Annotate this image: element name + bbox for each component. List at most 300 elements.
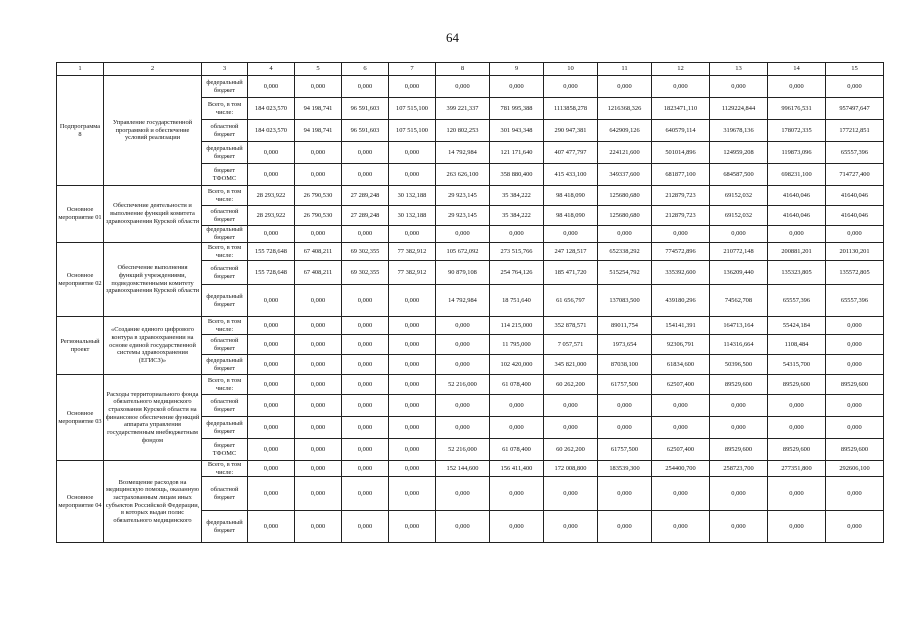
value-cell: 89529,600 [710, 375, 768, 395]
value-cell: 0,000 [248, 439, 295, 461]
column-header: 7 [389, 63, 436, 76]
value-cell: 399 221,337 [436, 98, 490, 120]
name-cell: Обеспечение выполнения функций учреждениями, подведомственными комитету здравоохранения Курской области [104, 243, 202, 317]
source-cell: федеральный бюджет [202, 417, 248, 439]
name-cell: Обеспечение деятельности и выполнение функций комитета здравоохранения Курской области [104, 186, 202, 243]
value-cell: 7 057,571 [544, 335, 598, 355]
value-cell: 0,000 [544, 395, 598, 417]
column-header: 5 [295, 63, 342, 76]
value-cell: 185 471,720 [544, 261, 598, 285]
value-cell: 0,000 [342, 335, 389, 355]
value-cell: 0,000 [826, 226, 884, 243]
value-cell: 515254,792 [598, 261, 652, 285]
value-cell: 0,000 [248, 226, 295, 243]
value-cell: 0,000 [768, 226, 826, 243]
value-cell: 89011,754 [598, 317, 652, 335]
value-cell: 125680,680 [598, 206, 652, 226]
source-cell: федеральный бюджет [202, 511, 248, 543]
value-cell: 1823471,110 [652, 98, 710, 120]
value-cell: 0,000 [652, 76, 710, 98]
value-cell: 0,000 [295, 461, 342, 477]
value-cell: 27 289,248 [342, 206, 389, 226]
value-cell: 29 923,145 [436, 206, 490, 226]
value-cell: 212879,723 [652, 206, 710, 226]
value-cell: 0,000 [248, 417, 295, 439]
name-cell: Управление государственной программой и обеспечение условий реализации [104, 76, 202, 186]
value-cell: 254400,700 [652, 461, 710, 477]
value-cell: 714727,400 [826, 164, 884, 186]
source-cell: Всего, в том числе: [202, 98, 248, 120]
source-cell: федеральный бюджет [202, 285, 248, 317]
program-cell: Основное мероприятие 02 [57, 243, 104, 317]
value-cell: 0,000 [544, 226, 598, 243]
value-cell: 0,000 [710, 226, 768, 243]
value-cell: 0,000 [768, 395, 826, 417]
value-cell: 0,000 [295, 375, 342, 395]
value-cell: 345 821,000 [544, 355, 598, 375]
value-cell: 335392,600 [652, 261, 710, 285]
value-cell: 0,000 [295, 164, 342, 186]
value-cell: 67 408,211 [295, 261, 342, 285]
value-cell: 94 198,741 [295, 98, 342, 120]
value-cell: 224121,600 [598, 142, 652, 164]
column-header: 13 [710, 63, 768, 76]
value-cell: 0,000 [389, 461, 436, 477]
value-cell: 263 626,100 [436, 164, 490, 186]
value-cell: 290 947,381 [544, 120, 598, 142]
value-cell: 183539,300 [598, 461, 652, 477]
source-cell: Всего, в том числе: [202, 317, 248, 335]
source-cell: Всего, в том числе: [202, 461, 248, 477]
column-header: 10 [544, 63, 598, 76]
value-cell: 0,000 [544, 511, 598, 543]
source-cell: областной бюджет [202, 120, 248, 142]
value-cell: 210772,148 [710, 243, 768, 261]
program-cell: Региональный проект [57, 317, 104, 375]
value-cell: 77 382,912 [389, 261, 436, 285]
budget-table [56, 62, 884, 543]
value-cell: 0,000 [490, 76, 544, 98]
value-cell: 50396,500 [710, 355, 768, 375]
value-cell: 0,000 [342, 395, 389, 417]
value-cell: 0,000 [248, 511, 295, 543]
value-cell: 0,000 [826, 355, 884, 375]
value-cell: 28 293,922 [248, 186, 295, 206]
value-cell: 61757,500 [598, 375, 652, 395]
value-cell: 0,000 [598, 477, 652, 511]
value-cell: 0,000 [436, 317, 490, 335]
source-cell: Всего, в том числе: [202, 375, 248, 395]
value-cell: 301 943,348 [490, 120, 544, 142]
source-cell: бюджет ТФОМС [202, 164, 248, 186]
value-cell: 957497,647 [826, 98, 884, 120]
value-cell: 1113858,278 [544, 98, 598, 120]
value-cell: 27 289,248 [342, 186, 389, 206]
value-cell: 0,000 [436, 395, 490, 417]
value-cell: 407 477,797 [544, 142, 598, 164]
value-cell: 184 023,570 [248, 120, 295, 142]
value-cell: 105 672,092 [436, 243, 490, 261]
value-cell: 107 515,100 [389, 98, 436, 120]
value-cell: 0,000 [652, 226, 710, 243]
value-cell: 0,000 [295, 355, 342, 375]
value-cell: 0,000 [436, 76, 490, 98]
value-cell: 0,000 [826, 317, 884, 335]
value-cell: 0,000 [826, 76, 884, 98]
value-cell: 77 382,912 [389, 243, 436, 261]
value-cell: 0,000 [389, 164, 436, 186]
value-cell: 137083,500 [598, 285, 652, 317]
column-header: 15 [826, 63, 884, 76]
value-cell: 0,000 [295, 76, 342, 98]
value-cell: 0,000 [342, 375, 389, 395]
value-cell: 0,000 [826, 477, 884, 511]
column-header: 1 [57, 63, 104, 76]
value-cell: 94 198,741 [295, 120, 342, 142]
source-cell: бюджет ТФОМС [202, 439, 248, 461]
value-cell: 41640,046 [768, 206, 826, 226]
value-cell: 0,000 [544, 76, 598, 98]
value-cell: 0,000 [598, 226, 652, 243]
column-header: 12 [652, 63, 710, 76]
value-cell: 0,000 [710, 76, 768, 98]
value-cell: 0,000 [342, 285, 389, 317]
value-cell: 0,000 [436, 226, 490, 243]
value-cell: 120 802,253 [436, 120, 490, 142]
column-header: 14 [768, 63, 826, 76]
value-cell: 184 023,570 [248, 98, 295, 120]
column-header: 6 [342, 63, 389, 76]
program-cell: Основное мероприятие 01 [57, 186, 104, 243]
value-cell: 0,000 [295, 317, 342, 335]
value-cell: 54315,700 [768, 355, 826, 375]
value-cell: 65557,396 [768, 285, 826, 317]
value-cell: 89529,600 [826, 375, 884, 395]
source-cell: Всего, в том числе: [202, 186, 248, 206]
value-cell: 114316,664 [710, 335, 768, 355]
value-cell: 0,000 [295, 335, 342, 355]
value-cell: 0,000 [248, 395, 295, 417]
value-cell: 0,000 [436, 417, 490, 439]
value-cell: 0,000 [295, 142, 342, 164]
value-cell: 0,000 [389, 417, 436, 439]
value-cell: 26 790,530 [295, 186, 342, 206]
value-cell: 0,000 [710, 417, 768, 439]
value-cell: 0,000 [342, 317, 389, 335]
value-cell: 652338,292 [598, 243, 652, 261]
value-cell: 90 879,108 [436, 261, 490, 285]
value-cell: 30 132,188 [389, 186, 436, 206]
value-cell: 0,000 [598, 511, 652, 543]
value-cell: 0,000 [389, 511, 436, 543]
value-cell: 640579,114 [652, 120, 710, 142]
value-cell: 0,000 [342, 164, 389, 186]
value-cell: 0,000 [342, 477, 389, 511]
value-cell: 26 790,530 [295, 206, 342, 226]
value-cell: 0,000 [436, 355, 490, 375]
value-cell: 0,000 [436, 335, 490, 355]
value-cell: 178072,335 [768, 120, 826, 142]
value-cell: 0,000 [248, 335, 295, 355]
value-cell: 254 764,126 [490, 261, 544, 285]
value-cell: 98 418,090 [544, 206, 598, 226]
value-cell: 11 795,000 [490, 335, 544, 355]
value-cell: 177212,851 [826, 120, 884, 142]
value-cell: 135323,805 [768, 261, 826, 285]
value-cell: 69152,032 [710, 186, 768, 206]
value-cell: 96 591,603 [342, 120, 389, 142]
value-cell: 0,000 [389, 142, 436, 164]
value-cell: 0,000 [389, 317, 436, 335]
value-cell: 0,000 [295, 439, 342, 461]
value-cell: 172 008,800 [544, 461, 598, 477]
value-cell: 102 420,000 [490, 355, 544, 375]
value-cell: 0,000 [490, 395, 544, 417]
value-cell: 0,000 [652, 417, 710, 439]
value-cell: 352 878,571 [544, 317, 598, 335]
value-cell: 349337,600 [598, 164, 652, 186]
source-cell: областной бюджет [202, 477, 248, 511]
value-cell: 501014,896 [652, 142, 710, 164]
value-cell: 60 262,200 [544, 439, 598, 461]
value-cell: 155 728,648 [248, 261, 295, 285]
value-cell: 65557,396 [826, 285, 884, 317]
value-cell: 164713,164 [710, 317, 768, 335]
program-cell: Основное мероприятие 03 [57, 375, 104, 461]
value-cell: 124959,208 [710, 142, 768, 164]
source-cell: федеральный бюджет [202, 76, 248, 98]
value-cell: 0,000 [598, 76, 652, 98]
value-cell: 273 515,766 [490, 243, 544, 261]
value-cell: 0,000 [826, 417, 884, 439]
table-row [57, 76, 884, 98]
value-cell: 0,000 [295, 477, 342, 511]
value-cell: 14 792,984 [436, 142, 490, 164]
value-cell: 415 433,100 [544, 164, 598, 186]
value-cell: 61 078,400 [490, 439, 544, 461]
value-cell: 0,000 [295, 417, 342, 439]
value-cell: 41640,046 [768, 186, 826, 206]
value-cell: 29 923,145 [436, 186, 490, 206]
value-cell: 781 995,388 [490, 98, 544, 120]
value-cell: 152 144,600 [436, 461, 490, 477]
column-header: 9 [490, 63, 544, 76]
value-cell: 0,000 [710, 395, 768, 417]
column-header: 2 [104, 63, 202, 76]
value-cell: 0,000 [248, 317, 295, 335]
value-cell: 358 880,400 [490, 164, 544, 186]
value-cell: 439180,296 [652, 285, 710, 317]
value-cell: 154141,391 [652, 317, 710, 335]
value-cell: 1216368,326 [598, 98, 652, 120]
value-cell: 87038,100 [598, 355, 652, 375]
value-cell: 0,000 [652, 511, 710, 543]
value-cell: 0,000 [826, 511, 884, 543]
value-cell: 212879,723 [652, 186, 710, 206]
value-cell: 28 293,922 [248, 206, 295, 226]
value-cell: 0,000 [768, 76, 826, 98]
value-cell: 0,000 [490, 511, 544, 543]
value-cell: 0,000 [490, 226, 544, 243]
value-cell: 0,000 [710, 511, 768, 543]
name-cell: Расходы территориального фонда обязательного медицинского страхования Курской области на финансовое обеспечение функций аппарата управления государственным внебюджетным фондом [104, 375, 202, 461]
value-cell: 89529,600 [826, 439, 884, 461]
value-cell: 0,000 [389, 226, 436, 243]
value-cell: 0,000 [248, 461, 295, 477]
source-cell: областной бюджет [202, 335, 248, 355]
value-cell: 35 384,222 [490, 186, 544, 206]
value-cell: 0,000 [490, 477, 544, 511]
value-cell: 69 302,355 [342, 261, 389, 285]
value-cell: 0,000 [768, 477, 826, 511]
value-cell: 1973,654 [598, 335, 652, 355]
value-cell: 258723,700 [710, 461, 768, 477]
value-cell: 62507,400 [652, 375, 710, 395]
column-header: 4 [248, 63, 295, 76]
value-cell: 125680,680 [598, 186, 652, 206]
value-cell: 0,000 [490, 417, 544, 439]
value-cell: 0,000 [544, 477, 598, 511]
value-cell: 0,000 [248, 477, 295, 511]
table-row [57, 375, 884, 395]
value-cell: 92306,791 [652, 335, 710, 355]
value-cell: 18 751,640 [490, 285, 544, 317]
value-cell: 0,000 [248, 142, 295, 164]
value-cell: 0,000 [436, 477, 490, 511]
column-header: 11 [598, 63, 652, 76]
value-cell: 0,000 [544, 417, 598, 439]
value-cell: 0,000 [248, 375, 295, 395]
value-cell: 89529,600 [768, 375, 826, 395]
value-cell: 0,000 [598, 417, 652, 439]
source-cell: федеральный бюджет [202, 355, 248, 375]
value-cell: 107 515,100 [389, 120, 436, 142]
value-cell: 684587,500 [710, 164, 768, 186]
value-cell: 61 656,797 [544, 285, 598, 317]
value-cell: 30 132,188 [389, 206, 436, 226]
value-cell: 0,000 [389, 439, 436, 461]
value-cell: 681877,100 [652, 164, 710, 186]
value-cell: 0,000 [295, 511, 342, 543]
value-cell: 89529,600 [768, 439, 826, 461]
value-cell: 0,000 [342, 142, 389, 164]
value-cell: 0,000 [826, 335, 884, 355]
value-cell: 121 171,640 [490, 142, 544, 164]
value-cell: 67 408,211 [295, 243, 342, 261]
value-cell: 41640,046 [826, 186, 884, 206]
value-cell: 996176,531 [768, 98, 826, 120]
value-cell: 0,000 [342, 76, 389, 98]
source-cell: областной бюджет [202, 206, 248, 226]
name-cell: Возмещение расходов на медицинскую помощь, оказанную застрахованным лицам иных субъектов Российской Федерации, в которых выдан полис обязательного медицинского [104, 461, 202, 543]
value-cell: 60 262,200 [544, 375, 598, 395]
value-cell: 319678,136 [710, 120, 768, 142]
source-cell: областной бюджет [202, 261, 248, 285]
value-cell: 69152,032 [710, 206, 768, 226]
value-cell: 65557,396 [826, 142, 884, 164]
value-cell: 74562,708 [710, 285, 768, 317]
value-cell: 0,000 [389, 335, 436, 355]
value-cell: 0,000 [768, 511, 826, 543]
value-cell: 201130,201 [826, 243, 884, 261]
value-cell: 277351,800 [768, 461, 826, 477]
value-cell: 698231,100 [768, 164, 826, 186]
value-cell: 0,000 [248, 285, 295, 317]
value-cell: 0,000 [389, 355, 436, 375]
value-cell: 774572,896 [652, 243, 710, 261]
value-cell: 0,000 [342, 439, 389, 461]
value-cell: 0,000 [826, 395, 884, 417]
value-cell: 0,000 [295, 395, 342, 417]
column-header: 8 [436, 63, 490, 76]
value-cell: 55424,184 [768, 317, 826, 335]
value-cell: 0,000 [389, 477, 436, 511]
value-cell: 1108,484 [768, 335, 826, 355]
value-cell: 200881,201 [768, 243, 826, 261]
value-cell: 0,000 [342, 355, 389, 375]
value-cell: 61 078,400 [490, 375, 544, 395]
column-header: 3 [202, 63, 248, 76]
value-cell: 0,000 [710, 477, 768, 511]
value-cell: 114 215,000 [490, 317, 544, 335]
value-cell: 0,000 [652, 477, 710, 511]
value-cell: 89529,600 [710, 439, 768, 461]
value-cell: 0,000 [342, 461, 389, 477]
value-cell: 0,000 [248, 164, 295, 186]
program-cell: Основное мероприятие 04 [57, 461, 104, 543]
value-cell: 0,000 [342, 417, 389, 439]
value-cell: 0,000 [295, 226, 342, 243]
value-cell: 0,000 [389, 76, 436, 98]
value-cell: 642909,126 [598, 120, 652, 142]
value-cell: 136209,440 [710, 261, 768, 285]
table-row [57, 317, 884, 335]
name-cell: «Создание единого цифрового контура в здравоохранении на основе единой государственной системы здравоохранения (ЕГИСЗ)» [104, 317, 202, 375]
value-cell: 0,000 [436, 511, 490, 543]
value-cell: 1129224,844 [710, 98, 768, 120]
value-cell: 119873,096 [768, 142, 826, 164]
value-cell: 292606,100 [826, 461, 884, 477]
value-cell: 247 128,517 [544, 243, 598, 261]
table-body [57, 63, 884, 543]
source-cell: Всего, в том числе: [202, 243, 248, 261]
value-cell: 0,000 [389, 395, 436, 417]
table-row [57, 186, 884, 206]
value-cell: 96 591,603 [342, 98, 389, 120]
value-cell: 0,000 [652, 395, 710, 417]
source-cell: федеральный бюджет [202, 142, 248, 164]
value-cell: 62507,400 [652, 439, 710, 461]
value-cell: 0,000 [248, 76, 295, 98]
value-cell: 0,000 [768, 417, 826, 439]
value-cell: 156 411,400 [490, 461, 544, 477]
value-cell: 41640,046 [826, 206, 884, 226]
value-cell: 0,000 [342, 226, 389, 243]
value-cell: 0,000 [295, 285, 342, 317]
value-cell: 69 302,355 [342, 243, 389, 261]
header-row [57, 63, 884, 76]
value-cell: 98 418,090 [544, 186, 598, 206]
page-number: 64 [446, 30, 459, 45]
table-row [57, 461, 884, 477]
value-cell: 0,000 [248, 355, 295, 375]
value-cell: 135572,805 [826, 261, 884, 285]
value-cell: 52 216,000 [436, 375, 490, 395]
value-cell: 61834,600 [652, 355, 710, 375]
value-cell: 52 216,000 [436, 439, 490, 461]
value-cell: 61757,500 [598, 439, 652, 461]
value-cell: 0,000 [389, 285, 436, 317]
